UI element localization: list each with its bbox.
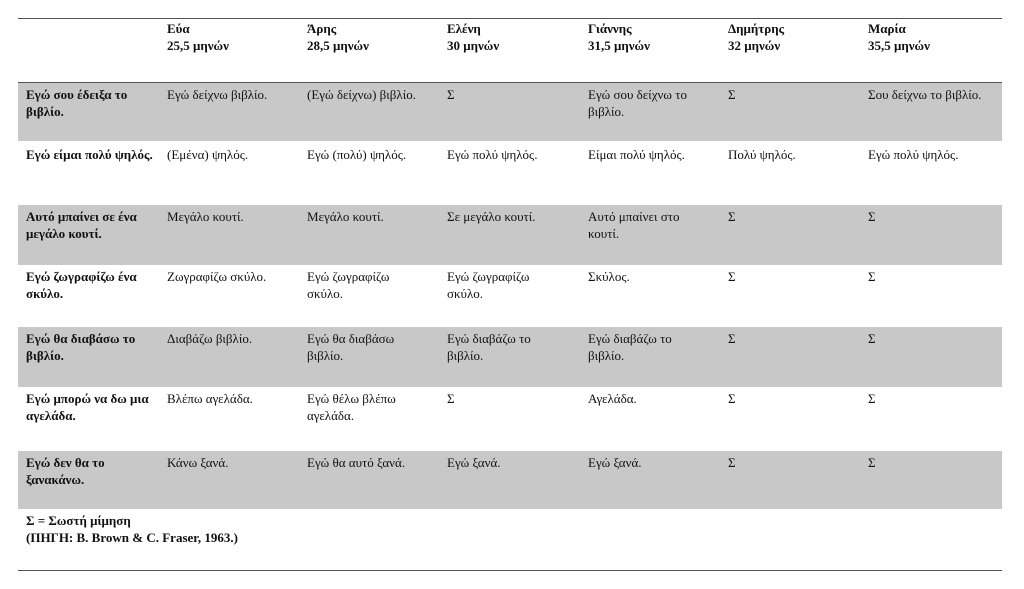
child-name: Άρης	[307, 21, 337, 36]
bottom-rule	[18, 570, 1002, 571]
child-name: Γιάννης	[588, 21, 632, 36]
row-response: Εγώ ζωγραφίζω σκύλο.	[447, 269, 530, 301]
row-response: Σ	[868, 331, 876, 346]
row-response: Εγώ δείχνω βιβλίο.	[167, 87, 268, 102]
table-row	[18, 143, 1002, 205]
row-response: Βλέπω αγελάδα.	[167, 391, 253, 406]
row-response: Σ	[447, 87, 455, 102]
top-rule	[18, 18, 1002, 19]
child-age: 35,5 μηνών	[868, 38, 930, 53]
source-note: (ΠΗΓΗ: B. Brown & C. Fraser, 1963.)	[26, 530, 238, 545]
table-row	[18, 265, 1002, 327]
row-sentence: Εγώ μπορώ να δω μια αγελάδα.	[26, 391, 149, 423]
table-row	[18, 387, 1002, 451]
row-sentence: Αυτό μπαίνει σε ένα μεγάλο κουτί.	[26, 209, 137, 241]
row-response: Σ	[728, 455, 736, 470]
child-name: Μαρία	[868, 21, 906, 36]
row-response: Εγώ θέλω βλέπω αγελάδα.	[307, 391, 396, 423]
row-response: Σ	[728, 269, 736, 284]
row-response: Πολύ ψηλός.	[728, 147, 796, 162]
child-age: 30 μηνών	[447, 38, 500, 53]
table-row	[18, 205, 1002, 265]
row-response: Εγώ διαβάζω το βιβλίο.	[447, 331, 531, 363]
row-response: Εγώ ζωγραφίζω σκύλο.	[307, 269, 390, 301]
row-response: Σ	[728, 209, 736, 224]
table-row	[18, 83, 1002, 141]
row-response: Εγώ (πολύ) ψηλός.	[307, 147, 407, 162]
row-sentence: Εγώ δεν θα το ξανακάνω.	[26, 455, 105, 487]
row-response: Σ	[728, 87, 736, 102]
row-response: Εγώ πολύ ψηλός.	[447, 147, 538, 162]
row-response: Αυτό μπαίνει στο κουτί.	[588, 209, 680, 241]
row-response: Σε μεγάλο κουτί.	[447, 209, 536, 224]
column-header	[588, 20, 718, 54]
child-age: 32 μηνών	[728, 38, 781, 53]
legend-note: Σ = Σωστή μίμηση	[26, 513, 131, 528]
row-response: Σ	[868, 455, 876, 470]
row-response: Αγελάδα.	[588, 391, 637, 406]
column-header	[447, 20, 577, 54]
row-response: (Εγώ δείχνω) βιβλίο.	[307, 87, 416, 102]
child-age: 25,5 μηνών	[167, 38, 229, 53]
row-response: Εγώ ξανά.	[588, 455, 642, 470]
row-response: Εγώ σου δείχνω το βιβλίο.	[588, 87, 687, 119]
table-row	[18, 327, 1002, 387]
row-response: Κάνω ξανά.	[167, 455, 229, 470]
row-response: Μεγάλο κουτί.	[167, 209, 244, 224]
row-response: Σ	[868, 269, 876, 284]
row-response: Διαβάζω βιβλίο.	[167, 331, 253, 346]
row-sentence: Εγώ σου έδειξα το βιβλίο.	[26, 87, 128, 119]
table-header	[18, 20, 1002, 82]
row-response: Σ	[728, 391, 736, 406]
row-response: Εγώ θα διαβάσω βιβλίο.	[307, 331, 395, 363]
row-response: Σ	[868, 209, 876, 224]
row-response: Εγώ διαβάζω το βιβλίο.	[588, 331, 672, 363]
row-sentence: Εγώ είμαι πολύ ψηλός.	[26, 147, 153, 162]
column-header	[728, 20, 858, 54]
row-sentence: Εγώ θα διαβάσω το βιβλίο.	[26, 331, 136, 363]
row-response: Είμαι πολύ ψηλός.	[588, 147, 685, 162]
row-response: Εγώ πολύ ψηλός.	[868, 147, 959, 162]
child-age: 31,5 μηνών	[588, 38, 650, 53]
child-name: Εύα	[167, 21, 190, 36]
row-response: Σ	[868, 391, 876, 406]
row-response: Εγώ θα αυτό ξανά.	[307, 455, 406, 470]
row-response: Ζωγραφίζω σκύλο.	[167, 269, 267, 284]
row-response: Σου δείχνω το βιβλίο.	[868, 87, 982, 102]
row-response: Μεγάλο κουτί.	[307, 209, 384, 224]
table-row	[18, 451, 1002, 509]
row-sentence: Εγώ ζωγραφίζω ένα σκύλο.	[26, 269, 137, 301]
child-age: 28,5 μηνών	[307, 38, 369, 53]
row-response: Εγώ ξανά.	[447, 455, 501, 470]
column-header	[307, 20, 437, 54]
row-response: Σκύλος.	[588, 269, 630, 284]
child-name: Δημήτρης	[728, 21, 785, 36]
column-header	[167, 20, 297, 54]
child-name: Ελένη	[447, 21, 481, 36]
column-header	[868, 20, 1002, 54]
row-response: (Εμένα) ψηλός.	[167, 147, 249, 162]
row-response: Σ	[728, 331, 736, 346]
row-response: Σ	[447, 391, 455, 406]
